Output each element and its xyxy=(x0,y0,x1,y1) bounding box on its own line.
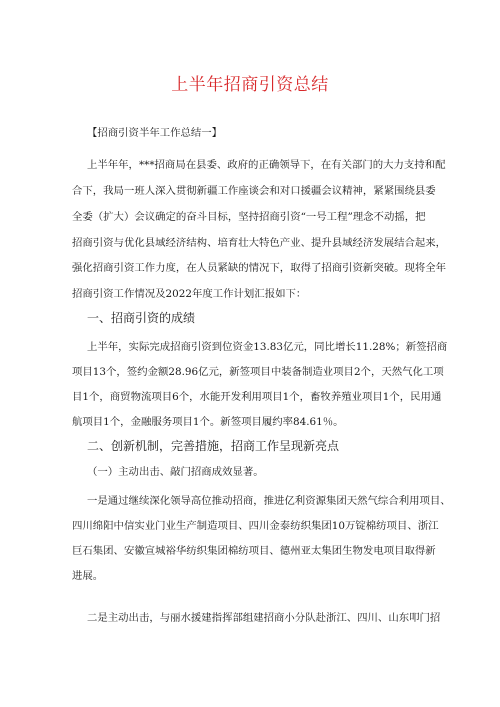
section1-heading: 一、招商引资的成绩 xyxy=(87,311,196,325)
section2-subheading-1: （一）主动出击、敲门招商成效显著。 xyxy=(87,466,264,478)
intro-line-4: 招商引资与优化县域经济结构、培育壮大特色产业、提升县域经济发展结合起来， xyxy=(72,237,447,249)
document-title: 上半年招商引资总结 xyxy=(171,75,329,95)
section1-line-2: 项目13个，签约金额28.96亿元，新签项目中装备制造业项目2个，天然气化工项 xyxy=(72,366,444,378)
section1-line-4: 航项目1个，金融服务项目1个。新签项目履约率84.61％。 xyxy=(72,416,344,428)
intro-line-2: 合下，我局一班人深入贯彻新疆工作座谈会和对口援疆会议精神，紧紧围绕县委 xyxy=(72,185,436,197)
para1-line-3: 巨石集团、安徽宣城裕华纺织集团棉纺项目、德州亚太集团生物发电项目取得新 xyxy=(72,545,436,557)
intro-line-6: 招商引资工作情况及2022年度工作计划汇报如下： xyxy=(72,288,307,300)
subheading: 【招商引资半年工作总结一】 xyxy=(87,127,223,139)
para1-line-1: 一是通过继续深化领导高位推动招商，推进亿利资源集团天然气综合利用项目、 xyxy=(87,495,451,507)
intro-line-3: 全委（扩大）会议确定的奋斗目标，坚持招商引资“一号工程”理念不动摇，把 xyxy=(72,211,426,223)
section2-heading: 二、创新机制，完善措施，招商工作呈现新亮点 xyxy=(87,439,340,453)
intro-line-1: 上半年年，***招商局在县委、政府的正确领导下，在有关部门的大力支持和配 xyxy=(87,159,446,171)
section1-line-1: 上半年，实际完成招商引资到位资金13.83亿元，同比增长11.28%；新签招商 xyxy=(87,341,448,353)
para1-line-4: 进展。 xyxy=(72,570,104,582)
section1-line-3: 目1个，商贸物流项目6个，水能开发利用项目1个，畜牧养殖业项目1个，民用通 xyxy=(72,391,442,403)
para2-line-1: 二是主动出击，与丽水援建指挥部组建招商小分队赴浙江、四川、山东叩门招 xyxy=(87,612,441,624)
intro-line-5: 强化招商引资工作力度，在人员紧缺的情况下，取得了招商引资新突破。现将全年 xyxy=(72,262,447,274)
para1-line-2: 四川绵阳中信实业门业生产制造项目、四川金泰纺织集团10万锭棉纺项目、浙江 xyxy=(72,520,439,532)
